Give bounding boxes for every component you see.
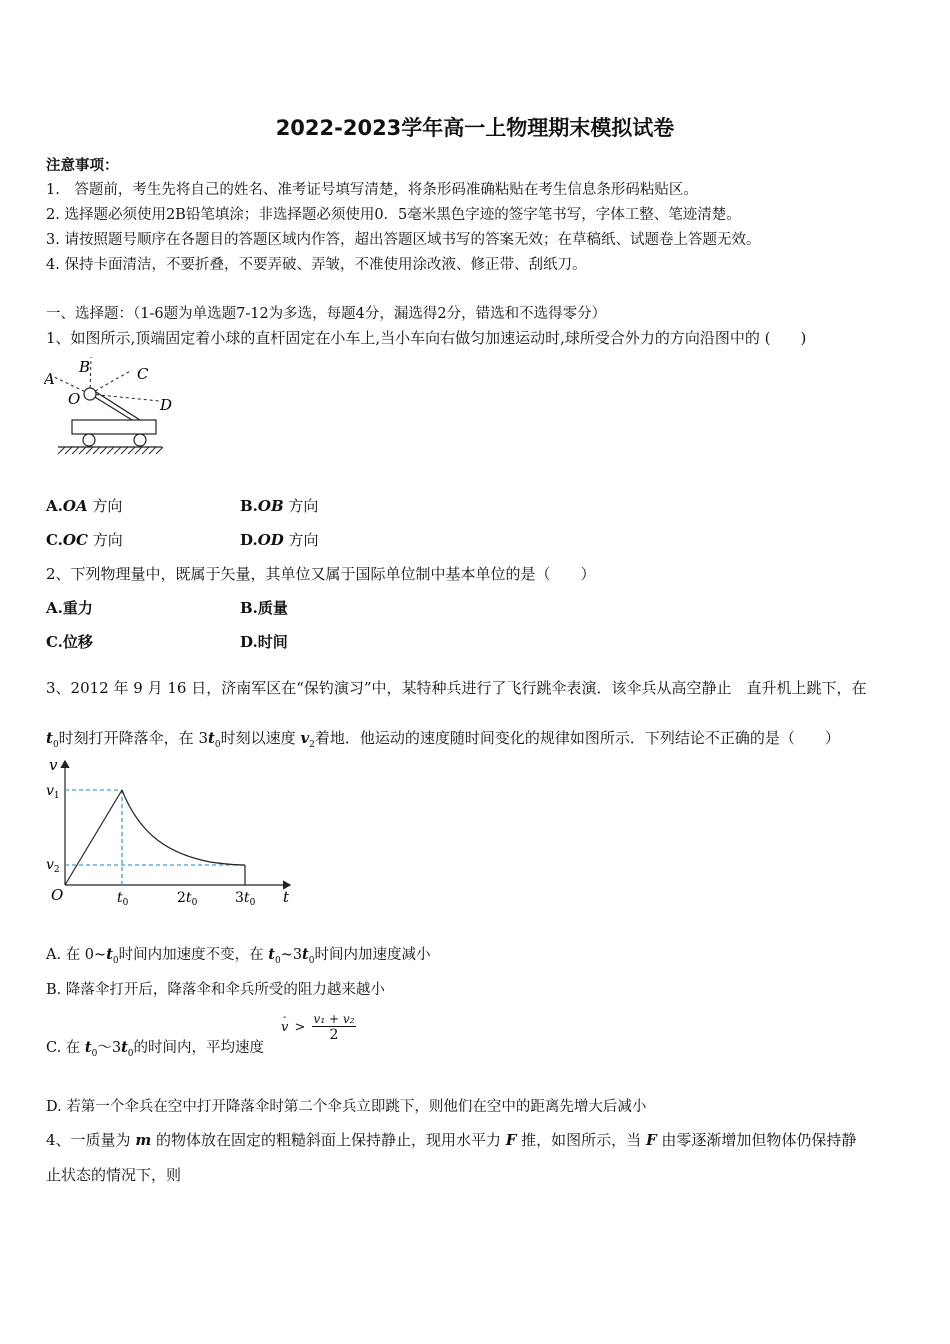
wheel-right [134,434,146,446]
q2-option-d: D.时间 [240,633,288,651]
rod-edge [96,392,140,420]
notice-item-4: 4. 保持卡面清洁，不要折叠，不要弄破、弄皱，不准使用涂改液、修正带、刮纸刀。 [46,257,587,273]
v2-label: $v_2$ [46,857,60,875]
q3-option-a: A. 在 $0\sim t_0$时间内加速度不变，在 $t_0\sim 3t_0$时间内加速度减小 [46,946,431,966]
label-o: O [68,390,81,408]
label-c: C [137,365,149,383]
question-2-stem: 2、下列物理量中，既属于矢量，其单位又属于国际单位制中基本单位的是（ ） [46,565,596,583]
cart-body [72,420,156,434]
ground-hatch [58,447,163,454]
decel-curve [122,790,245,865]
tick-3t0: $3t_0$ [235,890,256,908]
notice-item-3: 3. 请按照题号顺序在各题目的答题区域内作答，超出答题区域书写的答案无效；在草稿纸、试题卷上答题无效。 [46,232,761,248]
question-3-stem-line2: $t_0$时刻打开降落伞，在 $3t_0$时刻以速度 $v_2$着地．他运动的速度随时间变化的规律如图所示．下列结论不正确的是（ ） [46,729,840,750]
notice-item-2: 2. 选择题必须使用2B铅笔填涂；非选择题必须使用0．5毫米黑色字迹的签字笔书写，字体工整、笔迹清楚。 [46,207,741,223]
q1-option-d: D.OD 方向 [240,531,319,549]
q1-option-a: A.OA 方向 [46,497,123,515]
question-3-stem-line1: 3、2012 年 9 月 16 日，济南军区在“保钓演习”中，某特种兵进行了飞行跳伞表演．该伞兵从高空静止 直升机上跳下，在 [46,679,867,697]
notice-heading: 注意事项： [46,157,119,174]
q2-option-a: A.重力 [46,599,93,617]
q3-velocity-time-graph [40,756,300,908]
section-heading: 一、选择题：（1-6题为单选题7-12为多选，每题4分，漏选得2分，错选和不选得零分） [46,306,607,322]
fraction-numerator: v₁ + v₂ [313,1012,355,1026]
accel-segment [65,790,122,885]
q3-option-d: D. 若第一个伞兵在空中打开降落伞时第二个伞兵立即跳下，则他们在空中的距离先增大后减小 [46,1099,647,1115]
wheel-left [83,434,95,446]
q3-option-c: C. 在 $t_0\sim 3t_0$的时间内，平均速度 [46,1039,265,1059]
label-d: D [160,396,173,414]
ball [84,388,96,400]
line-oc [90,370,132,394]
notice-item-1: 1. 答题前，考生先将自己的姓名、准考证号填写清楚，将条形码准确粘贴在考生信息条形码粘贴区。 [46,182,698,198]
label-b: B [79,358,91,376]
y-axis-label: v [49,756,58,774]
tick-t0: $t_0$ [117,890,129,908]
rod [90,394,132,420]
label-a: A [44,370,55,388]
q3-option-b: B. 降落伞打开后，降落伞和伞兵所受的阻力越来越小 [46,982,385,998]
page-title: 2022-2023学年高一上物理期末模拟试卷 [275,116,675,140]
origin-label: O [51,886,64,904]
q3-option-c-formula: - v > $\frac{\text{v₁ + v₂}}{2}$ [281,1012,355,1043]
x-axis-label: t [283,888,290,906]
q1-option-b: B.OB 方向 [240,497,319,515]
question-1-stem: 1、如图所示,顶端固定着小球的直杆固定在小车上,当小车向右做匀加速运动时,球所受合外力的方向沿图中的 ( ) [46,329,807,347]
v1-label: $v_1$ [46,783,60,801]
tick-2t0: $2t_0$ [177,890,198,908]
question-4-line2: 止状态的情况下，则 [46,1166,182,1184]
q1-option-c: C.OC 方向 [46,531,123,549]
q2-option-b: B.质量 [240,599,288,617]
q1-cart-diagram [44,352,174,460]
question-4-line1: 4、一质量为 m 的物体放在固定的粗糙斜面上保持静止，现用水平力 F 推，如图所示，当 F 由零逐渐增加但物体仍保持静 [46,1131,857,1149]
fraction-denominator: 2 [329,1027,339,1043]
q2-option-c: C.位移 [46,633,93,651]
